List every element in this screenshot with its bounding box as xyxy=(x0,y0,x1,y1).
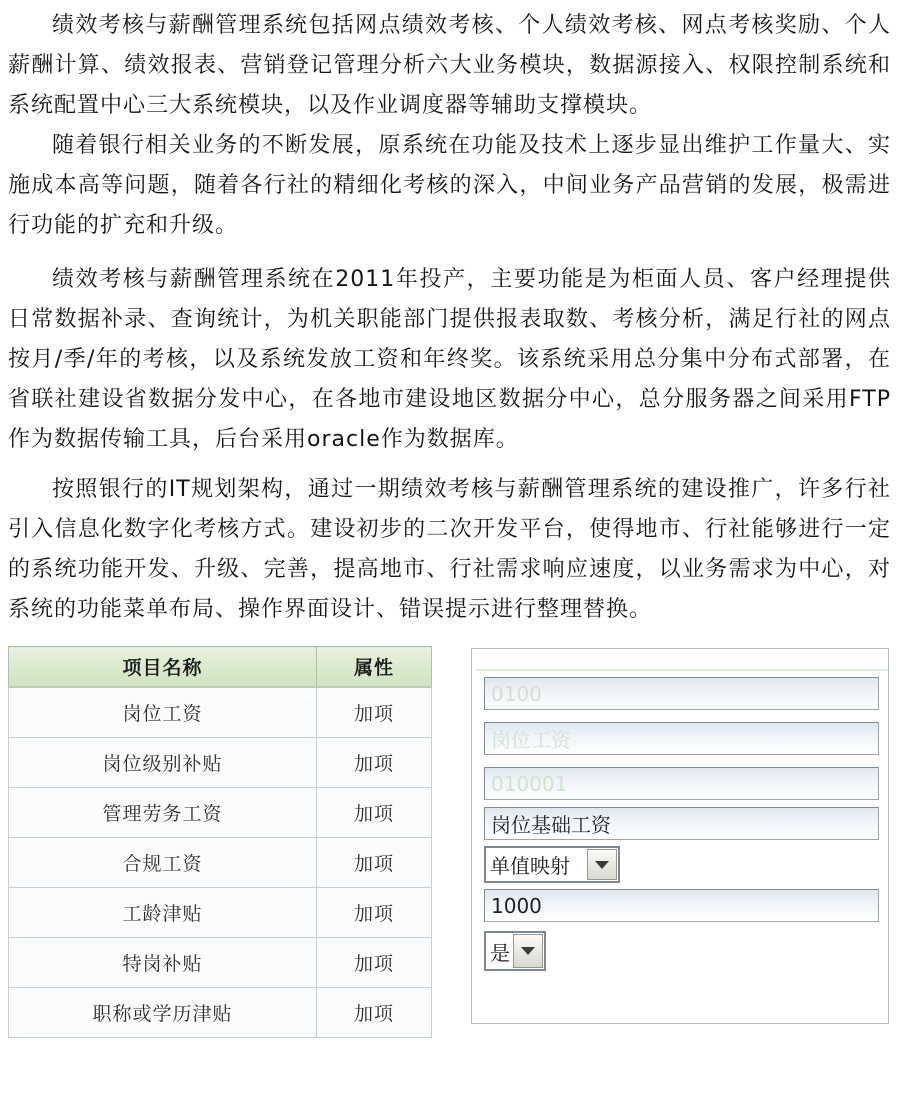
item-name-cell: 合规工资 xyxy=(9,838,317,888)
column-header-item-name: 项目名称 xyxy=(9,647,317,688)
item-detail-panel xyxy=(471,648,889,1024)
panel-divider xyxy=(476,669,888,671)
mapping-type-dropdown-button[interactable] xyxy=(587,849,617,880)
item-name-cell: 岗位工资 xyxy=(9,687,317,738)
paragraph-2: 随着银行相关业务的不断发展，原系统在功能及技术上逐步显出维护工作量大、实施成本高等问题，随着各行社的精细化考核的深入，中间业务产品营销的发展，极需进行功能的扩充和升级。 xyxy=(8,133,891,238)
attribute-cell: 加项 xyxy=(317,888,432,938)
attribute-cell: 加项 xyxy=(317,838,432,888)
attribute-cell: 加项 xyxy=(317,938,432,988)
item-name-cell: 职称或学历津贴 xyxy=(9,988,317,1038)
table-row xyxy=(9,888,432,938)
paragraph-4: 按照银行的IT规划架构，通过一期绩效考核与薪酬管理系统的建设推广，许多行社引入信息化数字化考核方式。建设初步的二次开发平台，使得地市、行社能够进行一定的系统功能开发、升级、完善，提高地市、行社需求响应速度，以业务需求为中心，对系统的功能菜单布局、操作界面设计、错误提示进行整理替换。 xyxy=(8,477,891,622)
table-row xyxy=(9,838,432,888)
table-header-row xyxy=(9,647,432,688)
paragraph-1: 绩效考核与薪酬管理系统包括网点绩效考核、个人绩效考核、网点考核奖励、个人薪酬计算、绩效报表、营销登记管理分析六大业务模块，数据源接入、权限控制系统和系统配置中心三大系统模块，以及作业调度器等辅助支撑模块。 xyxy=(8,13,891,118)
item-name-cell: 工龄津贴 xyxy=(9,888,317,938)
item-name-cell: 管理劳务工资 xyxy=(9,788,317,838)
mapping-type-select[interactable] xyxy=(484,846,620,883)
table-row xyxy=(9,788,432,838)
table-row xyxy=(9,687,432,738)
item-code-input xyxy=(484,767,879,800)
salary-items-table xyxy=(8,646,432,1038)
table-row xyxy=(9,738,432,788)
caret-down-icon xyxy=(595,861,609,869)
item-name-cell: 岗位级别补贴 xyxy=(9,738,317,788)
enabled-flag-select[interactable] xyxy=(484,931,546,971)
enabled-flag-value: 是 xyxy=(490,940,510,965)
caret-down-icon xyxy=(521,947,535,955)
attribute-cell: 加项 xyxy=(317,788,432,838)
amount-input[interactable] xyxy=(484,889,879,922)
project-code-input xyxy=(484,677,879,710)
column-header-attribute: 属性 xyxy=(317,647,432,688)
table-row xyxy=(9,938,432,988)
attribute-cell: 加项 xyxy=(317,738,432,788)
enabled-flag-dropdown-button[interactable] xyxy=(513,934,543,968)
table-row xyxy=(9,988,432,1038)
attribute-cell: 加项 xyxy=(317,988,432,1038)
item-name-cell: 特岗补贴 xyxy=(9,938,317,988)
project-name-input xyxy=(484,722,879,755)
attribute-cell: 加项 xyxy=(317,687,432,738)
mapping-type-value: 单值映射 xyxy=(490,854,570,878)
item-name-input[interactable] xyxy=(484,807,879,840)
paragraph-3: 绩效考核与薪酬管理系统在2011年投产，主要功能是为柜面人员、客户经理提供日常数据补录、查询统计，为机关职能部门提供报表取数、考核分析，满足行社的网点按月/季/年的考核，以及系统发放工资和年终奖。该系统采用总分集中分布式部署，在省联社建设省数据分发中心，在各地市建设地区数据分中心，总分服务器之间采用FTP作为数据传输工具，后台采用oracle作为数据库。 xyxy=(8,267,891,452)
